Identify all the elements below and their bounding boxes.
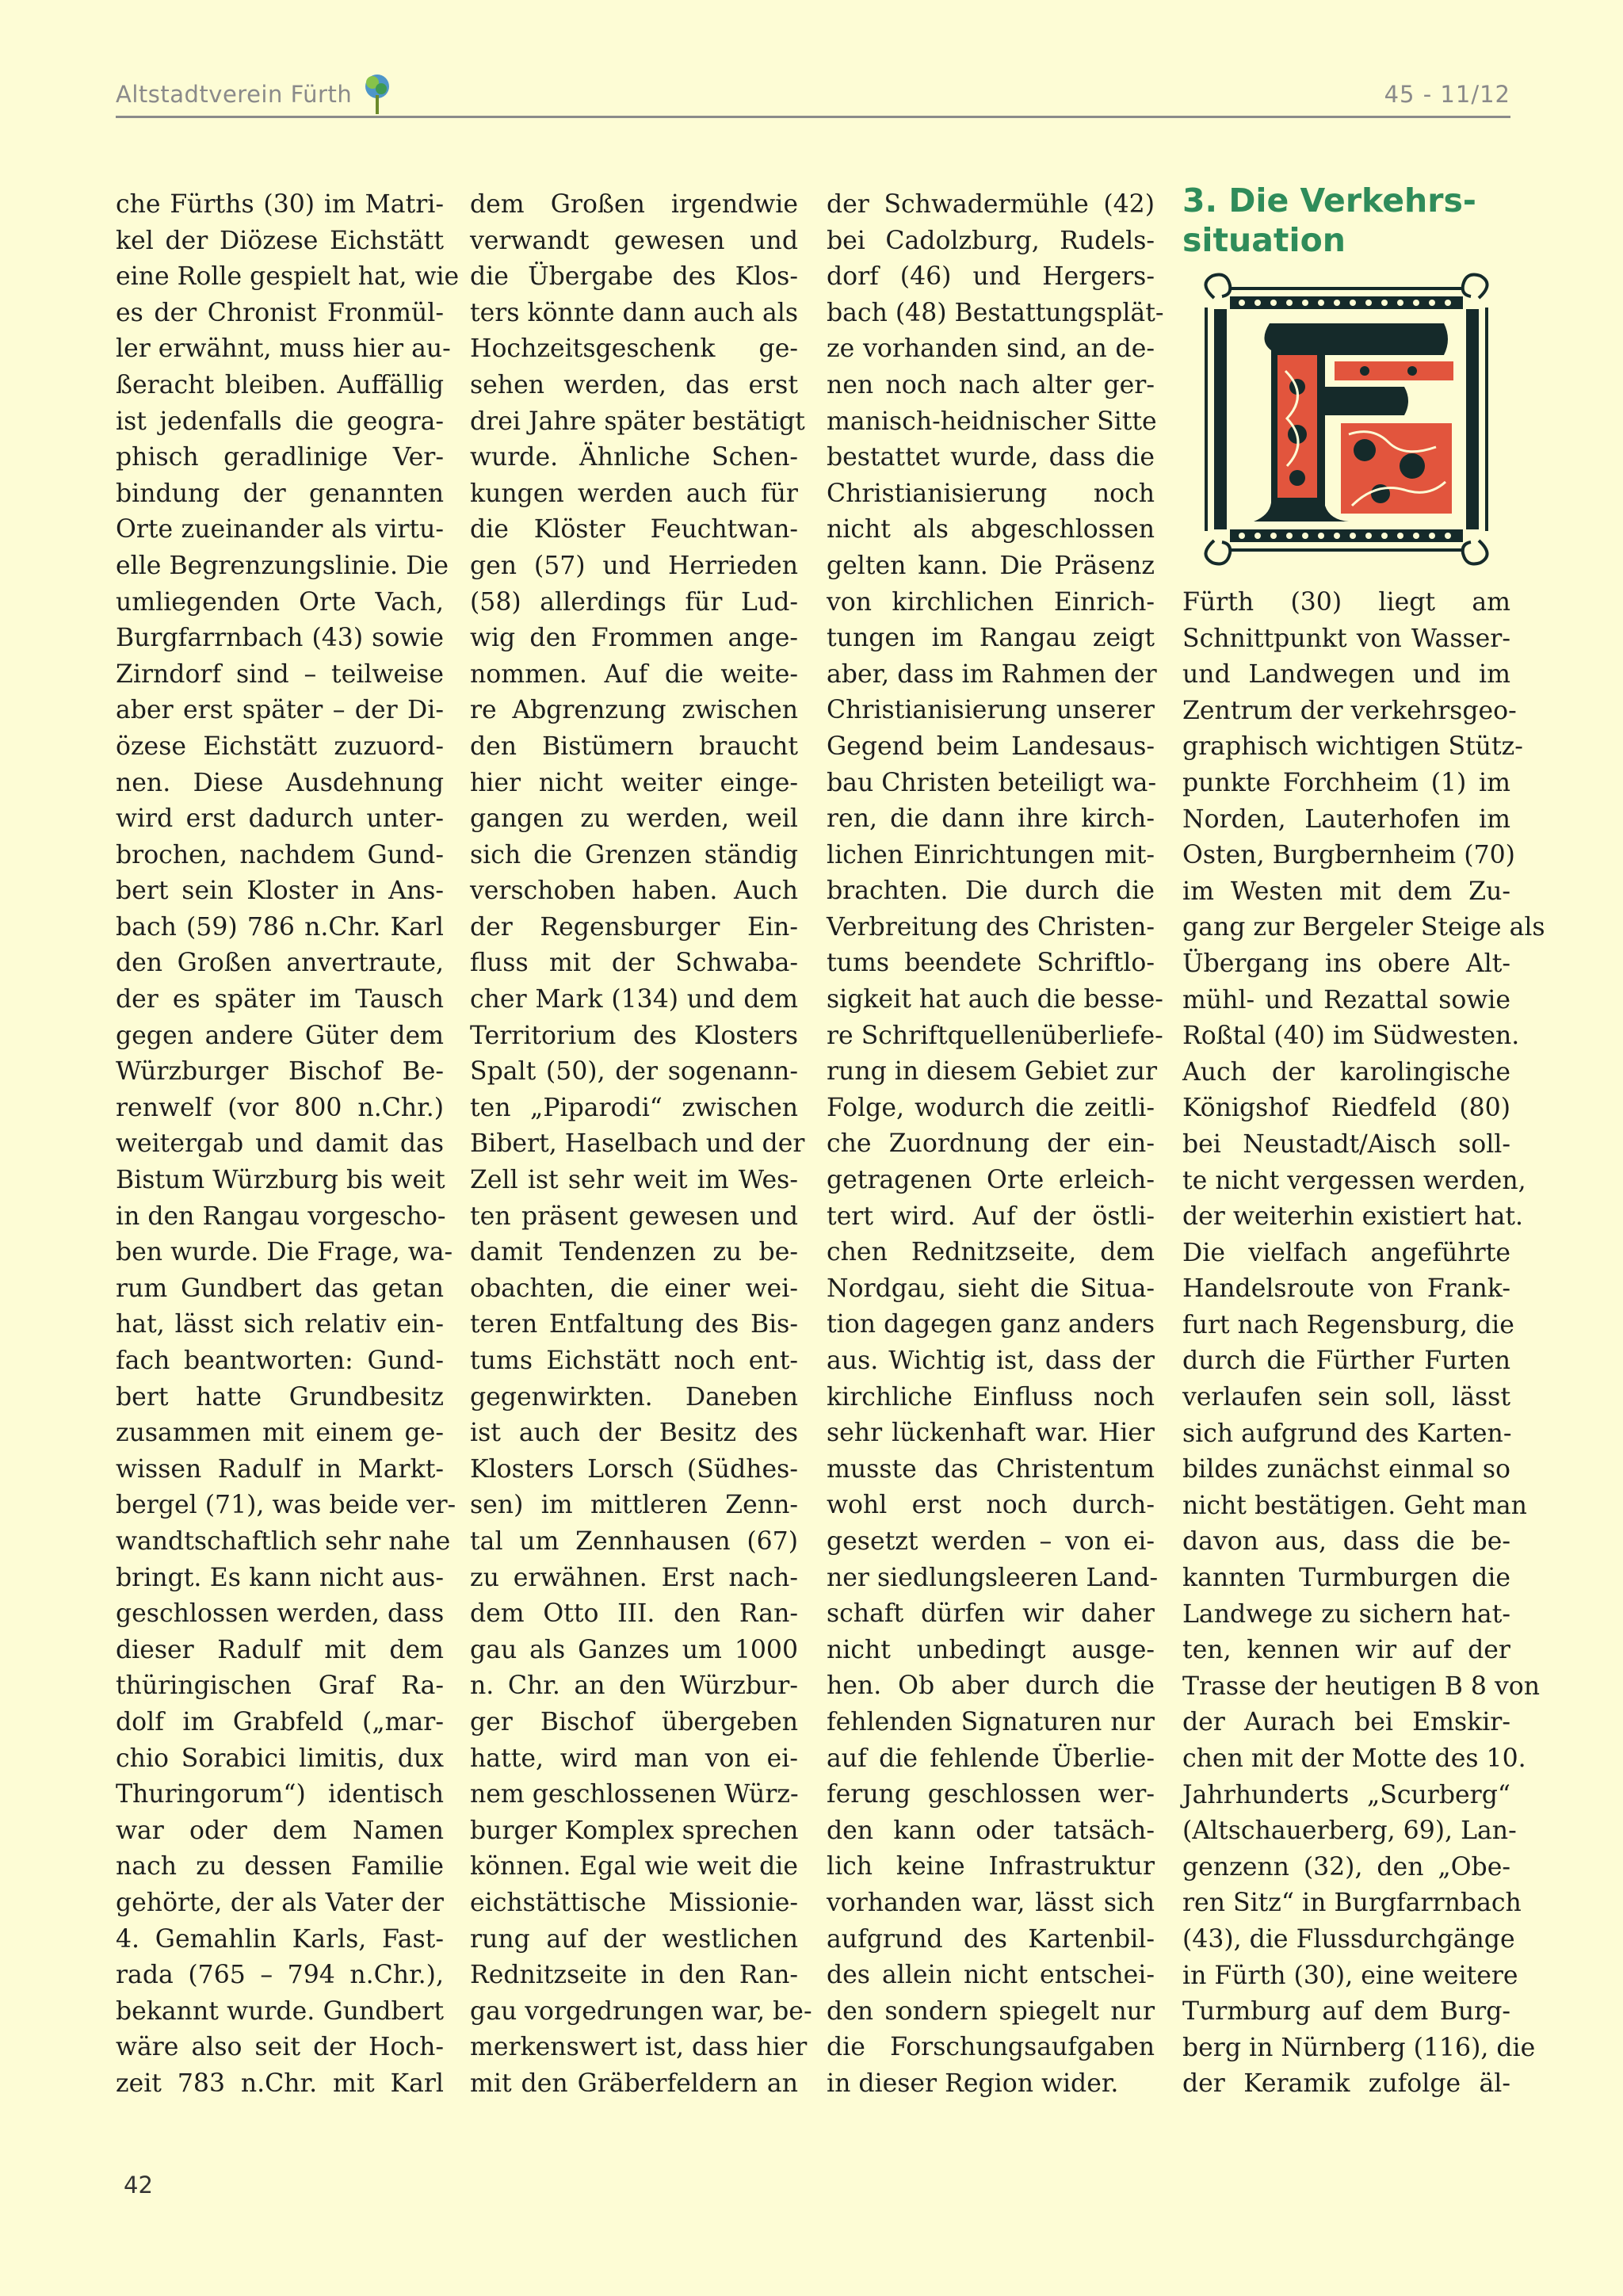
text-line: hier nicht weiter einge- xyxy=(470,768,798,797)
text-line: ben wurde. Die Frage, wa- xyxy=(116,1238,453,1267)
text-line: zu erwähnen. Erst nach- xyxy=(470,1563,798,1592)
text-line: wissen Radulf in Markt- xyxy=(116,1454,444,1484)
text-line: davon aus, dass die be- xyxy=(1182,1527,1510,1557)
text-line: Schnittpunkt von Wasser- xyxy=(1182,624,1510,653)
text-line: bindung der genannten xyxy=(116,479,444,508)
text-line: phisch geradlinige Ver- xyxy=(116,443,444,472)
text-line: teren Entfaltung des Bis- xyxy=(470,1310,798,1339)
text-line: fluss mit der Schwaba- xyxy=(470,949,798,978)
text-line: wig den Frommen ange- xyxy=(470,624,798,653)
text-line: Norden, Lauterhofen im xyxy=(1182,804,1510,834)
text-line: Auch der karolingische xyxy=(1182,1057,1510,1087)
text-line: che Zuordnung der ein- xyxy=(827,1129,1155,1159)
text-line: renwelf (vor 800 n.Chr.) xyxy=(116,1093,444,1122)
text-line: re Schriftquellenüberliefe- xyxy=(827,1021,1163,1050)
text-line: merkenswert ist, dass hier xyxy=(470,2033,808,2062)
text-column-4 xyxy=(1182,585,1545,2103)
text-line: Christianisierung noch xyxy=(827,479,1155,508)
text-line: cher Mark (134) und dem xyxy=(470,985,798,1014)
text-line: bert sein Kloster in Ans- xyxy=(116,877,444,906)
text-line: im Westen mit dem Zu- xyxy=(1182,877,1510,906)
text-line: bekannt wurde. Gundbert xyxy=(116,1996,444,2026)
text-line: dorf (46) und Hergers- xyxy=(827,262,1155,292)
text-line: ten, kennen wir auf der xyxy=(1182,1636,1510,1665)
text-line: und Landwegen und im xyxy=(1182,660,1510,690)
text-line: genzenn (32), den „Obe- xyxy=(1182,1852,1510,1881)
text-line: war oder dem Namen xyxy=(116,1816,444,1845)
text-line: der weiterhin existiert hat. xyxy=(1182,1202,1524,1232)
text-line: lich keine Infrastruktur xyxy=(827,1852,1155,1881)
text-line: wandtschaftlich sehr nahe xyxy=(116,1526,451,1556)
text-column-3 xyxy=(827,187,1164,2102)
text-line: nem geschlossenen Würz- xyxy=(470,1780,799,1809)
text-line: hatte, wird man von ei- xyxy=(470,1744,798,1773)
text-line: Turmburg auf dem Burg- xyxy=(1182,1997,1510,2027)
text-line: gang zur Bergeler Steige als xyxy=(1182,913,1545,942)
text-line: es der Chronist Fronmül- xyxy=(116,298,444,327)
text-line: die Übergabe des Klos- xyxy=(470,262,798,292)
text-line: Orte zueinander als virtu- xyxy=(116,515,444,544)
text-line: ren Sitz“ in Burgfarrnbach xyxy=(1182,1889,1522,1918)
text-line: durch die Fürther Furten xyxy=(1182,1347,1510,1376)
text-line: rum Gundbert das getan xyxy=(116,1274,444,1303)
text-line: gau als Ganzes um 1000 xyxy=(470,1635,798,1664)
text-line: Klosters Lorsch (Südhes- xyxy=(470,1454,798,1484)
text-line: bergel (71), was beide ver- xyxy=(116,1491,456,1520)
text-line: gegen andere Güter dem xyxy=(116,1021,444,1050)
header-publisher: Altstadtverein Fürth xyxy=(116,81,353,108)
section-heading-line-2: situation xyxy=(1182,221,1346,259)
text-line: hat, lässt sich relativ ein- xyxy=(116,1310,444,1339)
text-line: Territorium des Klosters xyxy=(470,1021,798,1050)
text-line: der es später im Tausch xyxy=(116,985,444,1014)
text-line: rung auf der westlichen xyxy=(470,1924,798,1954)
text-line: Jahrhunderts „Scurberg“ xyxy=(1182,1780,1510,1809)
text-line: auf die fehlende Überlie- xyxy=(827,1744,1155,1773)
text-line: gangen zu werden, weil xyxy=(470,804,798,834)
text-line: ler erwähnt, muss hier au- xyxy=(116,334,451,364)
text-line: (58) allerdings für Lud- xyxy=(470,587,798,617)
text-line: Bibert, Haselbach und der xyxy=(470,1129,805,1159)
section-heading-line-1: 3. Die Verkehrs- xyxy=(1182,181,1476,220)
text-line: schaft dürfen wir daher xyxy=(827,1599,1155,1629)
text-line: kannten Turmburgen die xyxy=(1182,1564,1510,1593)
text-line: Christianisierung unserer xyxy=(827,696,1155,725)
text-line: wird erst dadurch unter- xyxy=(116,804,444,834)
text-line: tal um Zennhausen (67) xyxy=(470,1526,798,1556)
text-line: der Aurach bei Emskir- xyxy=(1182,1708,1510,1737)
text-line: Zirndorf sind – teilweise xyxy=(116,659,444,689)
text-line: Fürth (30) liegt am xyxy=(1182,588,1510,617)
decorated-initial-f-icon xyxy=(1182,268,1510,571)
text-line: ßeracht bleiben. Auffällig xyxy=(116,370,444,399)
text-line: musste das Christentum xyxy=(827,1454,1155,1484)
text-line: chen Rednitzseite, dem xyxy=(827,1238,1155,1267)
text-line: bringt. Es kann nicht aus- xyxy=(116,1563,444,1592)
text-line: re Abgrenzung zwischen xyxy=(470,696,798,725)
text-line: wohl erst noch durch- xyxy=(827,1491,1155,1520)
running-header xyxy=(116,73,1510,118)
text-line: nicht als abgeschlossen xyxy=(827,515,1155,544)
text-line: Thuringorum“) identisch xyxy=(116,1780,444,1809)
text-line: fach beantworten: Gund- xyxy=(116,1347,444,1375)
text-line: verwandt gewesen und xyxy=(470,226,798,255)
text-line: chen mit der Motte des 10. xyxy=(1182,1744,1526,1773)
section-heading xyxy=(1182,181,1510,260)
text-line: aus. Wichtig ist, dass der xyxy=(827,1347,1155,1375)
text-line: sich die Grenzen ständig xyxy=(470,840,798,869)
text-line: verschoben haben. Auch xyxy=(470,877,798,906)
text-line: sigkeit hat auch die besse- xyxy=(827,985,1163,1014)
text-line: gau vorgedrungen war, be- xyxy=(470,1996,812,2026)
text-line: Hochzeitsgeschenk ge- xyxy=(470,334,798,364)
text-line: bei Neustadt/Aisch soll- xyxy=(1182,1129,1510,1159)
text-line: Trasse der heutigen B 8 von xyxy=(1182,1671,1541,1701)
text-line: des allein nicht entschei- xyxy=(827,1961,1155,1990)
text-line: dolf im Grabfeld („mar- xyxy=(116,1707,444,1736)
text-line: ferung geschlossen wer- xyxy=(827,1780,1155,1809)
text-line: geschlossen werden, dass xyxy=(116,1599,445,1629)
text-line: gehörte, der als Vater der xyxy=(116,1888,444,1917)
text-line: nen noch nach alter ger- xyxy=(827,370,1155,399)
page-number: 42 xyxy=(124,2172,153,2199)
text-line: in dieser Region wider. xyxy=(827,2069,1119,2098)
text-line: Übergang ins obere Alt- xyxy=(1182,949,1510,978)
text-line: obachten, die einer wei- xyxy=(470,1274,798,1303)
text-line: in den Rangau vorgescho- xyxy=(116,1201,446,1231)
text-line: vorhanden war, lässt sich xyxy=(827,1888,1155,1917)
text-line: Nordgau, sieht die Situa- xyxy=(827,1274,1155,1303)
text-line: sen) im mittleren Zenn- xyxy=(470,1491,798,1520)
text-line: elle Begrenzungslinie. Die xyxy=(116,551,449,580)
text-line: Roßtal (40) im Südwesten. xyxy=(1182,1022,1520,1051)
text-line: dem Otto III. den Ran- xyxy=(470,1599,798,1629)
text-line: mit den Gräberfeldern an xyxy=(470,2069,798,2098)
text-line: tungen im Rangau zeigt xyxy=(827,624,1155,653)
text-line: mühl- und Rezattal sowie xyxy=(1182,985,1510,1014)
text-line: den sondern spiegelt nur xyxy=(827,1996,1155,2026)
text-line: chio Sorabici limitis, dux xyxy=(116,1744,444,1773)
text-line: manisch-heidnischer Sitte xyxy=(827,407,1157,436)
text-line: sehen werden, das erst xyxy=(470,370,798,399)
text-line: Osten, Burgbernheim (70) xyxy=(1182,841,1515,870)
text-line: n. Chr. an den Würzbur- xyxy=(470,1671,798,1701)
text-line: punkte Forchheim (1) im xyxy=(1182,768,1510,797)
text-line: ner siedlungsleeren Land- xyxy=(827,1563,1159,1592)
text-line: ren, die dann ihre kirch- xyxy=(827,804,1155,834)
text-line: rung in diesem Gebiet zur xyxy=(827,1057,1158,1087)
text-line: Zell ist sehr weit im Wes- xyxy=(470,1166,798,1195)
text-line: brochen, nachdem Gund- xyxy=(116,840,444,869)
text-line: den Großen anvertraute, xyxy=(116,949,444,978)
text-line: Königshof Riedfeld (80) xyxy=(1182,1094,1510,1123)
text-line: gesetzt werden – von ei- xyxy=(827,1526,1155,1556)
text-line: Zentrum der verkehrsgeo- xyxy=(1182,696,1517,725)
text-line: burger Komplex sprechen xyxy=(470,1816,799,1845)
text-line: eine Rolle gespielt hat, wie xyxy=(116,262,460,292)
text-line: zeit 783 n.Chr. mit Karl xyxy=(116,2069,444,2098)
text-line: können. Egal wie weit die xyxy=(470,1852,798,1881)
text-column-2 xyxy=(470,187,812,2102)
text-line: gen (57) und Herrieden xyxy=(470,551,798,580)
text-line: Burgfarrnbach (43) sowie xyxy=(116,624,444,653)
text-line: von kirchlichen Einrich- xyxy=(827,587,1155,617)
text-line: 4. Gemahlin Karls, Fast- xyxy=(116,1924,444,1954)
text-line: tums Eichstätt noch ent- xyxy=(470,1347,798,1375)
text-line: rada (765 – 794 n.Chr.), xyxy=(116,1961,444,1990)
text-line: damit Tendenzen zu be- xyxy=(470,1238,798,1267)
text-line: eichstättische Missionie- xyxy=(470,1888,798,1917)
text-line: gegenwirkten. Daneben xyxy=(470,1382,798,1412)
text-line: Verbreitung des Christen- xyxy=(827,912,1155,942)
text-line: Folge, wodurch die zeitli- xyxy=(827,1093,1155,1122)
text-line: die Klöster Feuchtwan- xyxy=(470,515,798,544)
text-line: ist jedenfalls die geogra- xyxy=(116,407,444,436)
text-line: drei Jahre später bestätigt xyxy=(470,407,805,436)
text-line: in Fürth (30), eine weitere xyxy=(1182,1961,1518,1990)
text-line: nach zu dessen Familie xyxy=(116,1852,444,1881)
text-line: dieser Radulf mit dem xyxy=(116,1635,444,1664)
text-line: der Regensburger Ein- xyxy=(470,912,798,942)
text-line: den Bistümern braucht xyxy=(470,732,798,761)
text-line: brachten. Die durch die xyxy=(827,877,1155,906)
text-line: tert wird. Auf der östli- xyxy=(827,1201,1155,1231)
text-line: ten präsent gewesen und xyxy=(470,1201,798,1231)
text-line: bestattet wurde, dass die xyxy=(827,443,1155,472)
text-line: zusammen mit einem ge- xyxy=(116,1419,444,1448)
text-line: bei Cadolzburg, Rudels- xyxy=(827,226,1155,255)
text-line: nen. Diese Ausdehnung xyxy=(116,768,444,797)
text-line: die Forschungsaufgaben xyxy=(827,2033,1155,2062)
text-line: ze vorhanden sind, an de- xyxy=(827,334,1155,364)
text-line: Die vielfach angeführte xyxy=(1182,1238,1510,1267)
text-line: Würzburger Bischof Be- xyxy=(116,1057,444,1087)
text-line: nicht bestätigen. Geht man xyxy=(1182,1491,1527,1520)
text-line: tums beendete Schriftlo- xyxy=(827,949,1155,978)
text-line: nommen. Auf die weite- xyxy=(470,659,798,689)
text-line: aufgrund des Kartenbil- xyxy=(827,1924,1155,1954)
text-line: özese Eichstätt zuzuord- xyxy=(116,732,444,761)
text-line: ist auch der Besitz des xyxy=(470,1419,798,1448)
text-line: wurde. Ähnliche Schen- xyxy=(470,443,798,472)
text-line: lichen Einrichtungen mit- xyxy=(827,840,1155,869)
text-line: dem Großen irgendwie xyxy=(470,190,798,219)
text-line: nicht unbedingt ausge- xyxy=(827,1635,1155,1664)
text-line: sich aufgrund des Karten- xyxy=(1182,1419,1512,1448)
text-line: te nicht vergessen werden, xyxy=(1182,1166,1526,1195)
text-line: Rednitzseite in den Ran- xyxy=(470,1961,798,1990)
header-issue: 45 - 11/12 xyxy=(1384,81,1510,108)
text-line: furt nach Regensburg, die xyxy=(1182,1310,1514,1339)
text-line: aber erst später – der Di- xyxy=(116,696,444,725)
text-line: wäre also seit der Hoch- xyxy=(116,2033,444,2062)
text-line: tion dagegen ganz anders xyxy=(827,1310,1155,1339)
text-line: der Keramik zufolge äl- xyxy=(1182,2069,1510,2099)
text-line: kel der Diözese Eichstätt xyxy=(116,226,444,255)
text-line: ger Bischof übergeben xyxy=(470,1707,798,1736)
text-line: kirchliche Einfluss noch xyxy=(827,1382,1155,1412)
text-line: den kann oder tatsäch- xyxy=(827,1816,1155,1845)
text-line: graphisch wichtigen Stütz- xyxy=(1182,732,1523,762)
text-line: bach (48) Bestattungsplät- xyxy=(827,298,1164,327)
text-line: berg in Nürnberg (116), die xyxy=(1182,2033,1536,2062)
text-line: sehr lückenhaft war. Hier xyxy=(827,1419,1155,1448)
text-line: verlaufen sein soll, lässt xyxy=(1182,1383,1510,1412)
text-line: (43), die Flussdurchgänge xyxy=(1182,1924,1515,1954)
text-line: weitergab und damit das xyxy=(116,1129,444,1159)
text-line: Spalt (50), der sogenann- xyxy=(470,1057,798,1087)
text-line: getragenen Orte erleich- xyxy=(827,1166,1155,1195)
text-line: hen. Ob aber durch die xyxy=(827,1671,1155,1701)
text-line: bert hatte Grundbesitz xyxy=(116,1382,444,1412)
text-column-1 xyxy=(116,187,460,2102)
text-line: aber, dass im Rahmen der xyxy=(827,659,1157,689)
text-line: bau Christen beteiligt wa- xyxy=(827,768,1157,797)
text-line: kungen werden auch für xyxy=(470,479,798,508)
text-line: ten „Piparodi“ zwischen xyxy=(470,1093,798,1122)
text-line: bach (59) 786 n.Chr. Karl xyxy=(116,912,444,942)
text-line: Bistum Würzburg bis weit xyxy=(116,1166,445,1195)
text-line: (Altschauerberg, 69), Lan- xyxy=(1182,1817,1517,1846)
text-line: bildes zunächst einmal so xyxy=(1182,1455,1510,1484)
text-line: der Schwadermühle (42) xyxy=(827,190,1155,219)
text-line: Handelsroute von Frank- xyxy=(1182,1274,1510,1304)
text-line: umliegenden Orte Vach, xyxy=(116,587,444,617)
text-line: Landwege zu sichern hat- xyxy=(1182,1599,1510,1629)
text-line: fehlenden Signaturen nur xyxy=(827,1707,1155,1736)
text-line: Gegend beim Landesaus- xyxy=(827,732,1155,761)
text-line: che Fürths (30) im Matri- xyxy=(116,190,444,219)
tree-logo-icon xyxy=(361,73,393,114)
text-line: thüringischen Graf Ra- xyxy=(116,1671,444,1701)
text-line: gelten kann. Die Präsenz xyxy=(827,551,1155,580)
text-line: ters könnte dann auch als xyxy=(470,298,799,327)
